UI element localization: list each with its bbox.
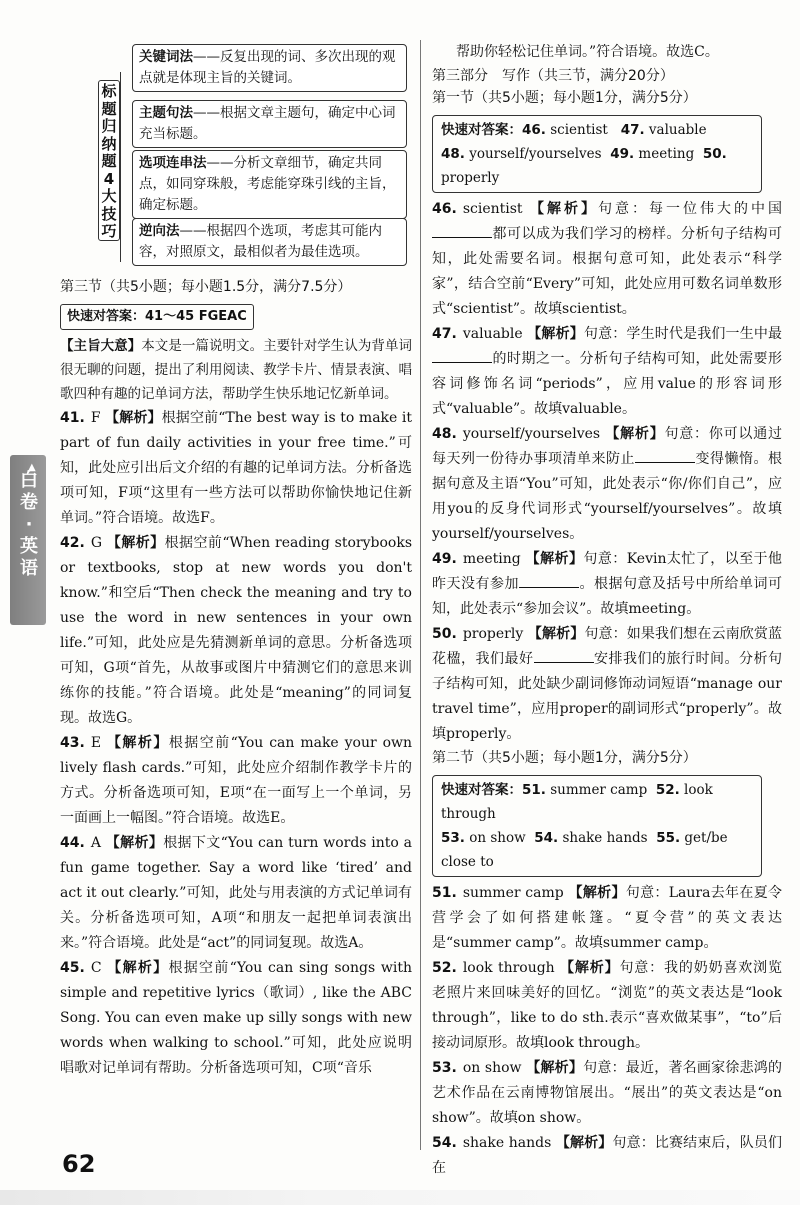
quick-answer-box-1: 快速对答案：46. scientist 47. valuable 48. yourself/yourselves 49. meeting 50. properly — [432, 115, 762, 193]
tips-diagram — [90, 44, 415, 272]
answer-44: 44. A 【解析】根据下文“You can turn words into a fun game together. Say a word like ‘tired’ and act it out clearly.”可知，此处与用表演的方式记单词有关。分析备选项可知，A项“和朋友一起把单词表演出来。”符合语境。此处是“act”的同词复现。故选A。 — [60, 835, 412, 951]
part3-title: 第三部分 写作（共三节，满分20分） — [432, 68, 674, 84]
column-divider — [420, 40, 421, 1150]
answer-48: 48. yourself/yourselves 【解析】句意：你可以通过每天列一份待办事项清单来防止 变得懒惰。根据句意及主语“You”可知，此处表示“你/你们自己”，应用you的反身代词形式“yourself/yourselves”。故填yourself/yourselves。 — [432, 426, 783, 542]
answer-43: 43. E 【解析】根据空前“You can make your own lively flash cards.”可知，此处应介绍制作教学卡片的方式。分析备选项可知，E项“在一面写上一个单词，另一面画上一幅图。”符合语境。故选E。 — [60, 735, 413, 826]
side-tab-arrow-icon: ▲ — [28, 462, 36, 473]
right-column — [432, 40, 782, 1181]
continued-text: 帮助你轻松记住单词。”符合语境。故选C。 — [456, 44, 719, 60]
answer-47: 47. valuable 【解析】句意：学生时代是我们一生中最的时期之一。分析句子结构可知，此处需要形容词修饰名词“periods”，应用value的形容词形式“valuable”。故填valuable。 — [432, 326, 783, 417]
section3-title: 第三节（共5小题；每小题1.5分，满分7.5分） — [60, 279, 352, 295]
tips-title: 标 题 归 纳 题 4 大 技 巧 — [98, 80, 120, 241]
quick-answer-box-2: 快速对答案：51. summer camp 52. look through 53. on show 54. shake hands 55. get/be close to — [432, 775, 762, 877]
answer-54: 54. shake hands 【解析】句意：比赛结束后，队员们在 — [432, 1135, 782, 1176]
answer-42: 42. G 【解析】根据空前“When reading storybooks or textbooks, stop at new words you don't know.”和空后“Then check the meaning and try to use the word in new sentences in your own life.”可知，此处应是先猜测新单词的意思。分析备选项可知，G项“首先，从故事或图片中猜测它们的意思来训练你的技能。”符合语境。此处是“meaning”的同词复现。故选G。 — [60, 535, 413, 726]
tip-topic-sentence: 主题句法——根据文章主题句，确定中心词充当标题。 — [132, 100, 407, 148]
answer-50: 50. properly 【解析】句意：如果我们想在云南欣赏蓝花楹，我们最好 安排我们的旅行时间。分析句子结构可知，此处缺少副词修饰动词短语“manage our travel time”，应用proper的副词形式“properly”。故填properly。 — [432, 626, 783, 742]
sec1-title: 第一节（共5小题；每小题1分，满分5分） — [432, 90, 697, 106]
tip-option-chain: 选项连串法——分析文章细节，确定共同点，如同穿珠般，考虑能穿珠引线的主旨，确定标题。 — [132, 150, 407, 219]
side-tab-label: 白 卷 · 英 语 — [20, 470, 38, 579]
answer-41: 41. F 【解析】根据空前“The best way is to make it part of fun daily activities in your free time.”可知，此处应引出后文介绍的有趣的记单词方法。分析备选项可知，F项“这里有一些方法可以帮助你愉快地记住新单词。”符合语境。故选F。 — [60, 410, 413, 526]
answer-51: 51. summer camp 【解析】句意：Laura去年在夏令营学会了如何搭建帐篷。“夏令营”的英文表达是“summer camp”。故填summer camp。 — [432, 885, 783, 951]
footer-bar — [0, 1190, 800, 1205]
page-number: 62 — [62, 1150, 96, 1178]
answer-45: 45. C 【解析】根据空前“You can sing songs with simple and repetitive lyrics（歌词）, like the ABC Song. You can even make up silly songs with new words when walking to school.”可知，此处应说明唱歌对记单词有帮助。分析备选项可知，C项“音乐 — [60, 960, 412, 1076]
sec2-title: 第二节（共5小题；每小题1分，满分5分） — [432, 750, 697, 766]
answer-46: 46. scientist 【解析】句意：每一位伟大的中国都可以成为我们学习的榜样。分析句子结构可知，此处需要名词。根据句意可知，此处表示“科学家”，结合空前“Every”可知，此处应用可数名词单数形式“scientist”。故填scientist。 — [432, 201, 783, 317]
answer-49: 49. meeting 【解析】句意：Kevin太忙了，以至于他昨天没有参加 。根据句意及括号中所给单词可知，此处表示“参加会议”。故填meeting。 — [432, 551, 783, 617]
answer-52: 52. look through 【解析】句意：我的奶奶喜欢浏览老照片来回味美好的回忆。“浏览”的英文表达是“look through”，like to do sth.表示“喜欢做某事”，“to”后接动词原形。故填look through。 — [432, 960, 783, 1051]
tips-bracket — [120, 72, 131, 262]
tip-reverse: 逆向法——根据四个选项，考虑其可能内容，对照原文，最相似者为最佳选项。 — [132, 218, 407, 266]
left-column — [60, 276, 412, 1081]
summary-paragraph: 【主旨大意】本文是一篇说明文。主要针对学生认为背单词很无聊的问题，提出了利用阅读、教学卡片、情景表演、唱歌四种有趣的记单词方法，帮助学生快乐地记忆新单词。 — [60, 338, 413, 402]
answer-53: 53. on show 【解析】句意：最近，著名画家徐悲鸿的艺术作品在云南博物馆展出。“展出”的英文表达是“on show”。故填on show。 — [432, 1060, 783, 1126]
quick-answer-box: 快速对答案：41～45 FGEAC — [60, 304, 254, 330]
tip-keyword: 关键词法——反复出现的词、多次出现的观点就是体现主旨的关键词。 — [132, 44, 407, 92]
